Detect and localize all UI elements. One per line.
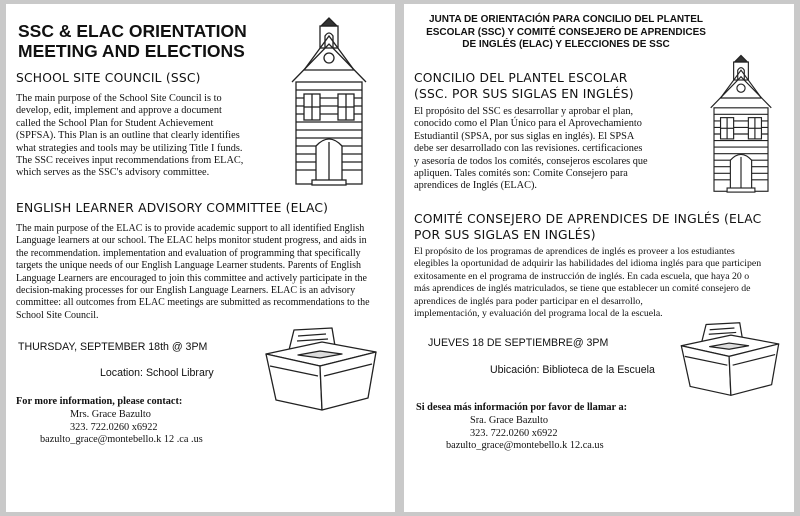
ssc-line: called the School Plan for Student Achievement — [16, 117, 214, 129]
elac-line: decision-making processes for our English Language Learners. ELAC is an advisory — [16, 285, 356, 297]
elac-es-line: aprendices de inglés para poder participar en el desarrollo, — [414, 295, 643, 307]
contact-name-es: Sra. Grace Bazulto — [470, 414, 549, 426]
ssc-es-line: aprendices de Inglés (ELAC). — [414, 180, 537, 192]
ssc-es-line: debe ser desarrollado con las revisiones. certificaciones — [414, 143, 643, 155]
contact-phone-es: 323. 722.0260 x6922 — [470, 427, 558, 439]
elac-line: committee: all outcomes from ELAC meetings are submitted as recommendations to the — [16, 297, 370, 309]
ssc-line: which serves as the SSC's advisory committee. — [16, 167, 210, 179]
ssc-line: what strategies and tools may be utilizing Title I funds. — [16, 142, 243, 154]
ssc-heading-es-line: CONCILIO DEL PLANTEL ESCOLAR — [414, 71, 628, 85]
elac-es-line: El propósito de los programas de aprendices de inglés es proveer a los estudiantes — [414, 246, 735, 257]
elac-heading-es-line: COMITÉ CONSEJERO DE APRENDICES DE INGLÉS (ELAC — [414, 212, 762, 226]
ssc-heading-es — [414, 70, 634, 102]
meeting-date-es: JUEVES 18 DE SEPTIEMBRE@ 3PM — [428, 337, 609, 349]
spanish-title-line-2: ESCOLAR (SSC) Y COMITÉ CONSEJERO DE APRENDICES — [426, 26, 706, 38]
elac-heading: ENGLISH LEARNER ADVISORY COMMITTEE (ELAC) — [16, 201, 329, 215]
elac-es-line: elegibles la oportunidad de adquirir las habilidades del idioma inglés para que participen — [414, 258, 762, 270]
ssc-es-line: El propósito del SSC es desarrollar y aprobar el plan, — [414, 106, 634, 117]
ballot-box-icon — [260, 326, 382, 412]
english-contact — [16, 396, 203, 447]
ssc-es-line: apliquen. Tales comités son: Comite Consejero para — [414, 168, 628, 180]
spanish-title-line-1: JUNTA DE ORIENTACIÓN PARA CONCILIO DEL PLANTEL — [428, 14, 704, 25]
ssc-line: The SSC receives input recommendations from ELAC, — [16, 155, 244, 167]
english-title-line-2: MEETING AND ELECTIONS — [18, 41, 245, 61]
ssc-es-line: conocido como el Plan Único para el Aprovechamiento — [414, 118, 642, 130]
elac-line: Language Learners are encouraged to join this committee and actively participate in the — [16, 272, 367, 284]
ssc-es-line: y asesoría de todos los comités, consejeros escolares que — [414, 155, 648, 167]
elac-line: Language learners at our school. The ELAC helps monitor student progress, and aids in — [16, 235, 367, 247]
english-title-line-1: SSC & ELAC ORIENTATION — [18, 21, 247, 41]
english-title — [18, 21, 247, 61]
meeting-location: Location: School Library — [100, 367, 214, 379]
ssc-line: (SPFSA). This Plan is an outline that clearly identifies — [16, 130, 240, 142]
spanish-title — [416, 14, 716, 52]
elac-heading-es-line: POR SUS SIGLAS EN INGLÉS) — [414, 228, 596, 242]
spanish-contact — [416, 402, 627, 453]
elac-heading-es — [414, 211, 761, 243]
contact-heading-es: Si desea más información por favor de llamar a: — [416, 402, 628, 413]
elac-line: targets the unique needs of our English Language Learner students. Parents of English — [16, 260, 362, 272]
spanish-title-line-3: DE INGLÉS (ELAC) Y ELECCIONES DE SSC — [462, 39, 670, 50]
spanish-flyer-page — [404, 4, 794, 512]
meeting-date: THURSDAY, SEPTEMBER 18th @ 3PM — [18, 341, 208, 353]
elac-es-line: implementación, y evaluación del programa local de la escuela. — [414, 308, 663, 320]
ssc-description — [16, 93, 243, 180]
english-flyer-page — [6, 4, 395, 512]
ssc-description-es — [414, 106, 648, 193]
ballot-box-icon — [676, 320, 784, 398]
meeting-location-es: Ubicación: Biblioteca de la Escuela — [490, 364, 655, 376]
contact-email[interactable]: bazulto_grace@montebello.k 12 .ca .us — [40, 434, 203, 446]
ssc-line: The main purpose of the School Site Council is to — [16, 93, 222, 104]
contact-email-es[interactable]: bazulto_grace@montebello.k 12.ca.us — [446, 440, 604, 452]
contact-heading: For more information, please contact: — [16, 396, 183, 407]
elac-es-line: exitosamente en el programa de instrucción de inglés. En cada escuela, que haya 20 o — [414, 270, 750, 282]
elac-es-line: más aprendices de inglés matriculados, se tiene que establecer un comité consejero de — [414, 283, 751, 295]
contact-phone: 323. 722.0260 x6922 — [70, 421, 158, 433]
ssc-es-line: Estudiantil (SPSA, por sus siglas en inglés). El SPSA — [414, 130, 635, 142]
ssc-heading: SCHOOL SITE COUNCIL (SSC) — [16, 71, 201, 85]
elac-line: School Site Council. — [16, 309, 99, 321]
ssc-line: develop, edit, implement and approve a document — [16, 105, 222, 117]
schoolhouse-icon — [696, 50, 786, 200]
elac-description-es — [414, 246, 761, 320]
schoolhouse-icon — [274, 14, 384, 192]
elac-line: the recommendation. implementation and evaluation of programming that specifically — [16, 247, 361, 259]
ssc-heading-es-line: (SSC. POR SUS SIGLAS EN INGLÉS) — [414, 87, 634, 101]
elac-description — [16, 223, 370, 322]
contact-name: Mrs. Grace Bazulto — [70, 408, 151, 420]
elac-line: The main purpose of the ELAC is to provide academic support to all identified English — [16, 223, 365, 234]
